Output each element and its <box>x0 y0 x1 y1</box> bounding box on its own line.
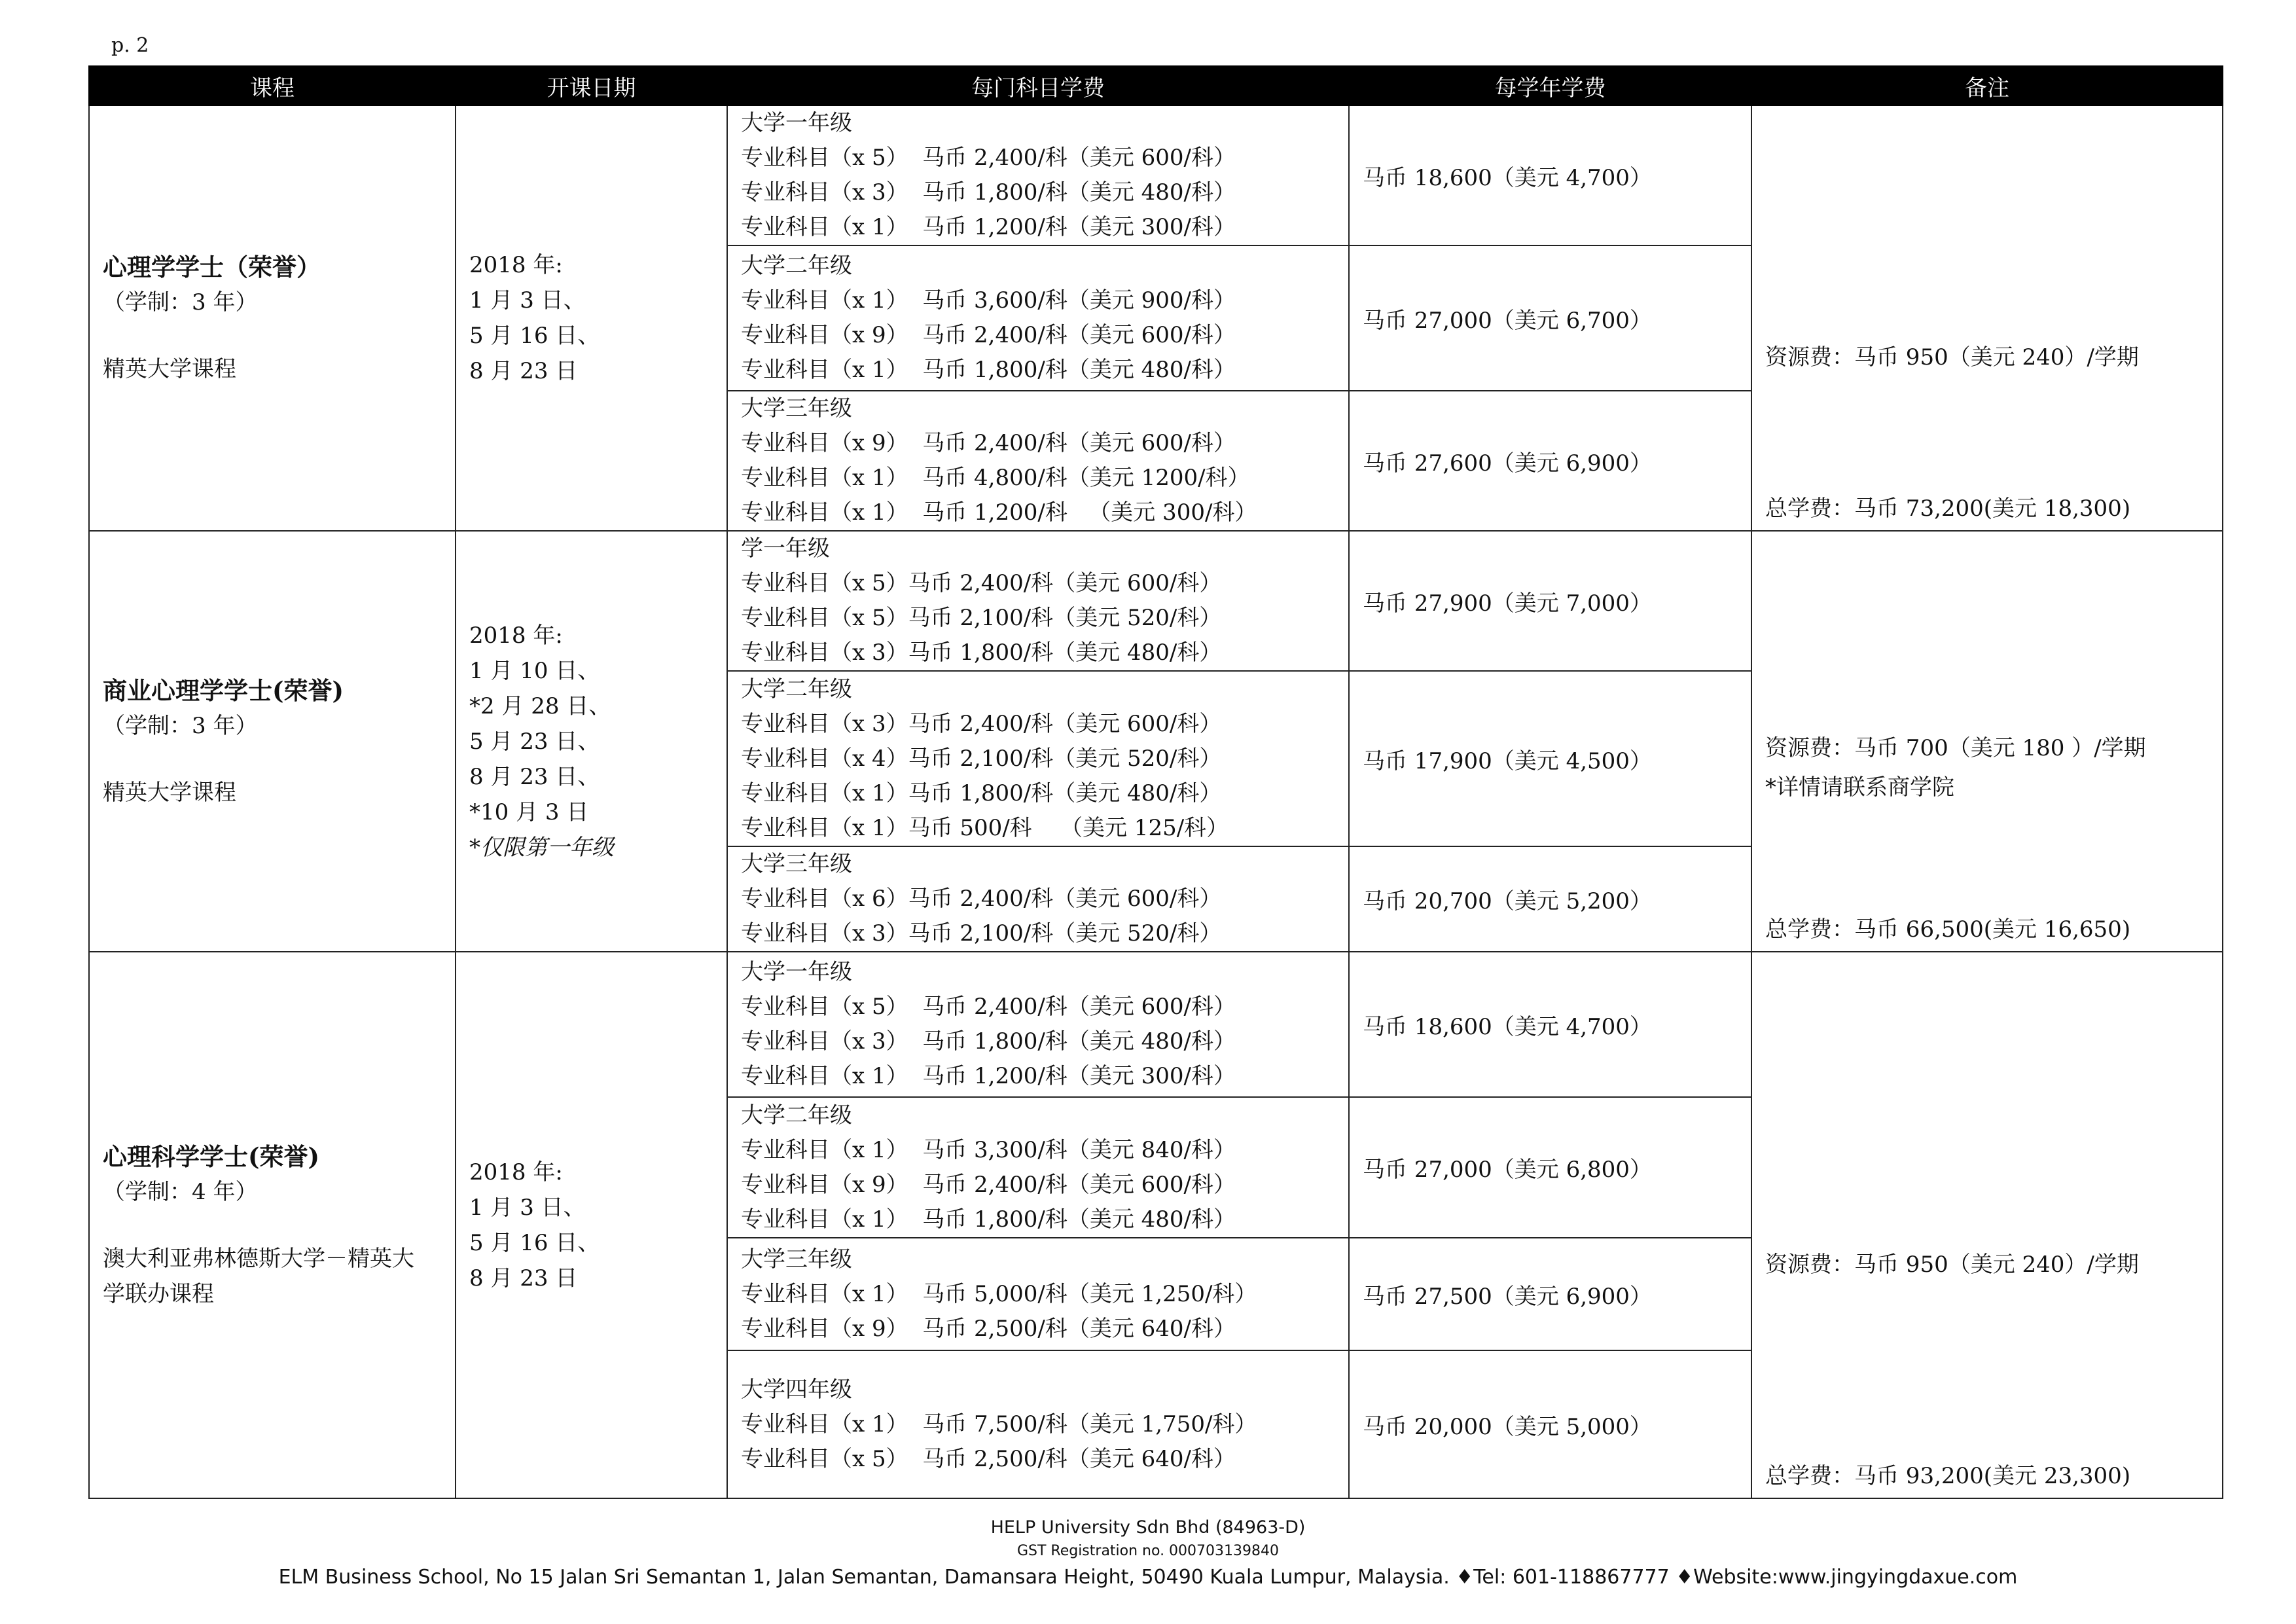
course-type-line: 精英大学课程 <box>103 356 236 382</box>
subject-fee-cell <box>727 245 1349 391</box>
subject-fee-line: 专业科目（x 1） 马币 3,300/科（美元 840/科） <box>741 1136 1236 1163</box>
start-date: 5 月 16 日、 <box>469 323 600 349</box>
subject-fee-cell <box>727 1350 1349 1498</box>
course-cell <box>89 952 456 1498</box>
course-cell <box>89 105 456 531</box>
start-date: 2018 年: <box>469 1159 563 1185</box>
start-date: 8 月 23 日、 <box>469 763 600 790</box>
start-date: 8 月 23 日 <box>469 358 578 384</box>
year-title: 大学一年级 <box>741 110 852 136</box>
subject-fee-line: 专业科目（x 1） 马币 3,600/科（美元 900/科） <box>741 287 1236 314</box>
course-duration: （学制：3 年） <box>103 289 258 316</box>
subject-fee-line: 专业科目（x 9） 马币 2,400/科（美元 600/科） <box>741 1171 1236 1198</box>
start-date: 5 月 16 日、 <box>469 1229 600 1256</box>
course-name: 心理学学士（荣誉） <box>103 253 321 281</box>
subject-fee-cell <box>727 391 1349 531</box>
course-type-line: 澳大利亚弗林德斯大学－精英大 <box>103 1245 414 1272</box>
footer-address: ELM Business School, No 15 Jalan Sri Semantan 1, Jalan Semantan, Damansara Height, 50490 Kuala Lumpur, Malaysia. ♦Tel: 601-118867777 ♦Website:www.jingyingdaxue.com <box>278 1566 2018 1589</box>
subject-fee-line: 专业科目（x 5） 马币 2,400/科（美元 600/科） <box>741 994 1236 1020</box>
course-cell <box>89 531 456 952</box>
table-row <box>89 531 2223 671</box>
total-fee: 总学费：马币 73,200(美元 18,300) <box>1765 496 2131 522</box>
subject-fee-line: 专业科目（x 5）马币 2,400/科（美元 600/科） <box>741 570 1222 596</box>
subject-fee-line: 专业科目（x 1）马币 500/科 （美元 125/科） <box>741 814 1229 841</box>
remark-line: *详情请联系商学院 <box>1765 774 1954 801</box>
subject-fee-cell <box>727 671 1349 846</box>
subject-fee-line: 专业科目（x 3） 马币 1,800/科（美元 480/科） <box>741 1028 1236 1055</box>
course-type-line: 精英大学课程 <box>103 779 236 806</box>
year-title: 大学三年级 <box>741 395 852 422</box>
course-name: 商业心理学学士(荣誉) <box>103 676 344 705</box>
course-type <box>103 1241 442 1312</box>
total-fee: 总学费：马币 66,500(美元 16,650) <box>1765 916 2131 943</box>
header-per-subject-fee: 每门科目学费 <box>727 66 1349 105</box>
table-header-row <box>89 66 2223 105</box>
subject-fee-line: 专业科目（x 1） 马币 4,800/科（美元 1200/科） <box>741 465 1250 491</box>
subject-fee-line: 专业科目（x 1）马币 1,800/科（美元 480/科） <box>741 780 1222 806</box>
annual-fee-cell: 马币 17,900（美元 4,500） <box>1349 671 1751 846</box>
annual-fee-cell: 马币 27,500（美元 6,900） <box>1349 1238 1751 1350</box>
header-course: 课程 <box>89 66 456 105</box>
year-title: 大学二年级 <box>741 253 852 279</box>
remark-line: 资源费：马币 950（美元 240）/学期 <box>1765 344 2139 370</box>
subject-fee-line: 专业科目（x 9） 马币 2,400/科（美元 600/科） <box>741 322 1236 348</box>
subject-fee-line: 专业科目（x 3）马币 2,100/科（美元 520/科） <box>741 920 1222 947</box>
start-date: 1 月 3 日、 <box>469 1194 586 1221</box>
course-type <box>103 775 442 810</box>
start-date: 2018 年: <box>469 622 563 649</box>
footer-company: HELP University Sdn Bhd (84963-D) <box>990 1517 1306 1538</box>
subject-fee-line: 专业科目（x 9） 马币 2,500/科（美元 640/科） <box>741 1315 1236 1342</box>
subject-fee-line: 专业科目（x 3）马币 2,400/科（美元 600/科） <box>741 710 1222 737</box>
subject-fee-cell <box>727 952 1349 1097</box>
subject-fee-line: 专业科目（x 1） 马币 1,200/科（美元 300/科） <box>741 214 1236 240</box>
subject-fee-line: 专业科目（x 9） 马币 2,400/科（美元 600/科） <box>741 430 1236 456</box>
year-title: 大学二年级 <box>741 676 852 702</box>
subject-fee-cell <box>727 846 1349 952</box>
start-date: 1 月 3 日、 <box>469 287 586 314</box>
subject-fee-line: 专业科目（x 1） 马币 5,000/科（美元 1,250/科） <box>741 1280 1257 1307</box>
fee-table <box>88 65 2223 1499</box>
subject-fee-line: 专业科目（x 1） 马币 1,800/科（美元 480/科） <box>741 1206 1236 1233</box>
subject-fee-line: 专业科目（x 5） 马币 2,500/科（美元 640/科） <box>741 1445 1236 1472</box>
resource-fee <box>1765 676 2209 807</box>
footer-gst: GST Registration no. 000703139840 <box>1016 1543 1280 1559</box>
annual-fee-cell: 马币 18,600（美元 4,700） <box>1349 105 1751 245</box>
annual-fee-cell: 马币 20,700（美元 5,200） <box>1349 846 1751 952</box>
start-date: 1 月 10 日、 <box>469 657 600 684</box>
subject-fee-cell <box>727 531 1349 671</box>
remarks-cell <box>1751 105 2223 531</box>
subject-fee-line: 专业科目（x 4）马币 2,100/科（美元 520/科） <box>741 745 1222 772</box>
year-title: 大学一年级 <box>741 959 852 985</box>
annual-fee-cell: 马币 20,000（美元 5,000） <box>1349 1350 1751 1498</box>
remark-line: 资源费：马币 700（美元 180 ）/学期 <box>1765 734 2146 761</box>
start-date: 8 月 23 日 <box>469 1265 578 1291</box>
annual-fee-cell: 马币 27,000（美元 6,800） <box>1349 1097 1751 1238</box>
remarks-cell <box>1751 952 2223 1498</box>
page-number: p. 2 <box>111 34 149 57</box>
subject-fee-line: 专业科目（x 6）马币 2,400/科（美元 600/科） <box>741 886 1222 912</box>
subject-fee-line: 专业科目（x 3）马币 1,800/科（美元 480/科） <box>741 640 1222 666</box>
start-date: 2018 年: <box>469 252 563 278</box>
course-type <box>103 352 442 387</box>
header-start-date: 开课日期 <box>456 66 727 105</box>
annual-fee-cell: 马币 27,900（美元 7,000） <box>1349 531 1751 671</box>
start-date: 5 月 23 日、 <box>469 728 600 755</box>
start-dates-cell <box>456 952 727 1498</box>
subject-fee-line: 专业科目（x 1） 马币 1,800/科（美元 480/科） <box>741 357 1236 383</box>
start-dates-cell <box>456 105 727 531</box>
remark-line: 资源费：马币 950（美元 240）/学期 <box>1765 1251 2139 1278</box>
remarks-cell <box>1751 531 2223 952</box>
annual-fee-cell: 马币 27,000（美元 6,700） <box>1349 245 1751 391</box>
subject-fee-cell <box>727 105 1349 245</box>
subject-fee-line: 专业科目（x 1） 马币 1,200/科 （美元 300/科） <box>741 499 1257 526</box>
subject-fee-cell <box>727 1097 1349 1238</box>
header-annual-fee: 每学年学费 <box>1349 66 1751 105</box>
year-title: 学一年级 <box>741 535 830 562</box>
subject-fee-line: 专业科目（x 1） 马币 1,200/科（美元 300/科） <box>741 1063 1236 1089</box>
start-date-note: *仅限第一年级 <box>469 834 614 861</box>
header-remarks: 备注 <box>1751 66 2223 105</box>
subject-fee-line: 专业科目（x 3） 马币 1,800/科（美元 480/科） <box>741 179 1236 206</box>
table-row <box>89 105 2223 245</box>
table-row <box>89 952 2223 1097</box>
total-fee: 总学费：马币 93,200(美元 23,300) <box>1765 1463 2131 1489</box>
year-title: 大学三年级 <box>741 851 852 877</box>
resource-fee <box>1765 1166 2209 1284</box>
course-duration: （学制：4 年） <box>103 1178 258 1205</box>
year-title: 大学二年级 <box>741 1102 852 1128</box>
year-title: 大学三年级 <box>741 1246 852 1272</box>
subject-fee-line: 专业科目（x 1） 马币 7,500/科（美元 1,750/科） <box>741 1411 1257 1437</box>
resource-fee <box>1765 259 2209 377</box>
course-type-line: 学联办课程 <box>103 1280 214 1307</box>
subject-fee-line: 专业科目（x 5）马币 2,100/科（美元 520/科） <box>741 605 1222 631</box>
start-dates-cell <box>456 531 727 952</box>
subject-fee-cell <box>727 1238 1349 1350</box>
subject-fee-line: 专业科目（x 5） 马币 2,400/科（美元 600/科） <box>741 145 1236 171</box>
start-date: *2 月 28 日、 <box>469 693 611 719</box>
year-title: 大学四年级 <box>741 1376 852 1403</box>
annual-fee-cell: 马币 27,600（美元 6,900） <box>1349 391 1751 531</box>
annual-fee-cell: 马币 18,600（美元 4,700） <box>1349 952 1751 1097</box>
course-duration: （学制：3 年） <box>103 712 258 739</box>
start-date: *10 月 3 日 <box>469 799 589 825</box>
course-name: 心理科学学士(荣誉) <box>103 1142 320 1171</box>
